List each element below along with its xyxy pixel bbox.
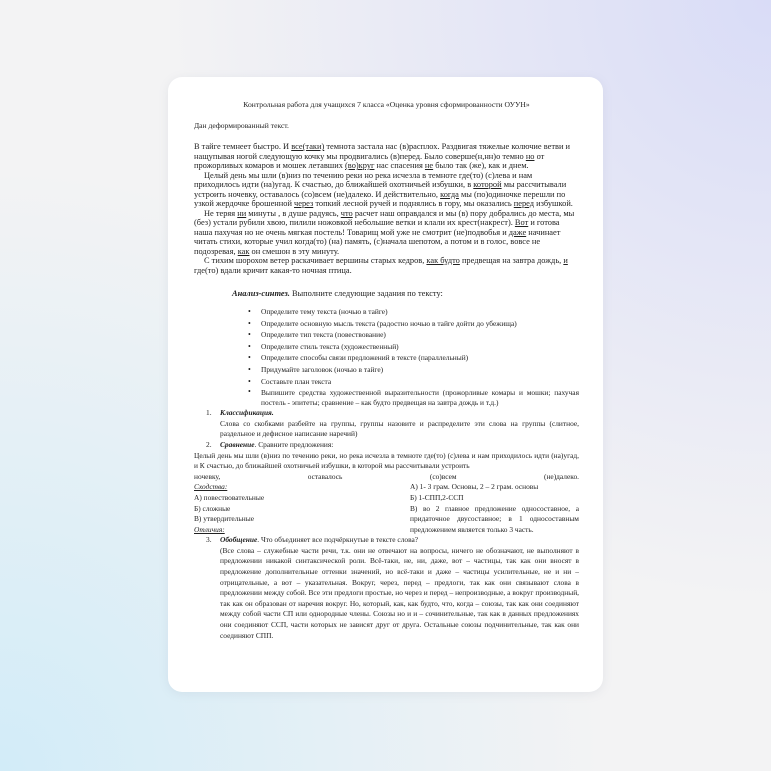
document-page <box>168 77 603 692</box>
underlined-word: не <box>424 161 434 170</box>
underlined-word: даже <box>508 227 527 237</box>
text-segment: топкий лесной ручей и поднялись в гору, мы оказались <box>313 199 514 208</box>
section-label: Классификация. <box>220 408 274 418</box>
task-item: • Составьте план текста <box>248 376 579 388</box>
task-item: • Определите основную мысль текста (радостно ночью в тайге дойти до убежища) <box>248 318 579 330</box>
section-number: 3. <box>206 535 212 545</box>
underlined-word: как будто <box>426 256 460 265</box>
section-body: Слова со скобками разбейте на группы, группы назовите и распределите эти слова на группы (слитное, раздельное и дефисное написание наречий) <box>220 418 579 439</box>
underlined-word: (во)круг <box>345 161 375 170</box>
task-item: • Определите тип текста (повествование) <box>248 329 579 341</box>
similarities-column <box>194 482 410 535</box>
text-segment: мы рассчитывали устроить ночевку, оставалось (со)всем (не)далеко. И действительно, <box>194 180 567 199</box>
task-list <box>248 306 579 408</box>
text-segment: и готова наша пахучая но не очень мягкая постель! Товарищ мой уже не смотрит (не)подвобья и <box>194 218 560 237</box>
underlined-word: как <box>237 246 250 256</box>
underlined-word: все(таки) <box>291 142 325 151</box>
comparison-sentence <box>194 451 579 483</box>
text-paragraph <box>194 142 579 171</box>
similarity-item: Б) сложные <box>194 503 231 513</box>
similarity-item: А) повествовательные <box>194 492 265 502</box>
text-segment: Не теряя <box>204 208 238 218</box>
text-segment: было так (же), как и днем. <box>433 161 529 170</box>
word: (не)далеко. <box>544 471 579 481</box>
analysis-label: Анализ-синтез. <box>232 289 290 298</box>
difference-item: В) во 2 главное предложение односоставное, а придаточное двусоставное; в 1 односоставным предложением является только 3 часть. <box>410 503 579 534</box>
word: ночевку, <box>194 471 221 481</box>
text-segment: В тайге темнеет быстро. И <box>194 142 292 151</box>
text-paragraph <box>194 256 579 275</box>
text-segment: начинает читать стихи, которые учил когда(то) (на) память, (с)начала шепотом, а потом и в голос, вовсе не подозревая, <box>194 227 561 256</box>
text-segment: нас спасения <box>374 161 425 170</box>
task-item: • Определите тему текста (ночью в тайге) <box>248 306 579 318</box>
underlined-word: через <box>294 199 314 208</box>
section-number: 1. <box>206 408 212 418</box>
underlined-word: которой <box>473 180 502 189</box>
text-segment: от прожорливых комаров и мошек летавших <box>194 151 545 170</box>
section-comparison <box>206 440 579 451</box>
section-label: Обобщение <box>220 535 258 545</box>
difference-item: Б) 1-СПП,2-ССП <box>410 492 464 502</box>
word: (со)всем <box>429 471 457 481</box>
document-subtitle: Дан деформированный текст. <box>194 121 289 130</box>
text-segment: предвещая на завтра дождь, <box>459 256 564 265</box>
text-segment: мы (по)одиночке перешли по узкой жердочке брошенной <box>194 189 566 208</box>
text-segment: минуты , в душе радуясь, <box>246 208 341 218</box>
text-segment: Целый день мы шли (в)низ по течению реки но река исчезла в темноте где(то) (с)лева и нам приходилось идти (на)угад. К счастью, до ближайшей охотничьей избушки, в <box>194 170 533 189</box>
section-classification <box>206 408 579 440</box>
document-title: Контрольная работа для учащихся 7 класса «Оценка уровня сформированности ОУУН» <box>243 100 530 109</box>
section-text: . Что объединяет все подчёркнутые в тексте слова? <box>257 535 419 545</box>
underlined-word: и <box>563 256 568 265</box>
section-number: 2. <box>206 439 212 449</box>
word: оставалось <box>307 471 343 481</box>
underlined-word: ни <box>237 208 247 218</box>
section-body: (Все слова – служебные части речи, т.к. они не отвечают на вопросы, ничего не обозначают, не выполняют в предложении никакой синтаксической роли. Всё-таки, не, ни, даже, вот – частицы, так как они вносят в предложение дополнительные оттенки значений, но всё-таки и даже – частицы усилительные, не и ни – отрицательные, а вот – указательная. Вокруг, через, перед – предлоги, так как они связывают слова в предложении между собой. Все эти предлоги простые, но через и перед – непроизводные, а вокруг производный, так как он образован от наречия вокруг. Но, который, как, как будто, что, когда – союзы, так как они соединяют между собой части СП или однородные члены. Союзы но и и – сочинительные, так как в данных предложениях они соединяют ССП, части которых не зависят друг от друга. Остальные союзы подчинительные, так как они соединяют СПП. <box>220 545 579 640</box>
similarities-label: Сходства: <box>194 482 228 492</box>
task-item: • Выпишите средства художественной выразительности (прожорливые комары и мошки; пахучая постель - эпитеты; сравнение – как будто предвещая на завтра дождь и т.д.) <box>248 387 579 408</box>
text-segment: С тихим шорохом ветер раскачивает вершины старых кедров, <box>204 256 427 265</box>
difference-item: А) 1- 3 грам. Основы, 2 – 2 грам. основы <box>410 482 539 492</box>
underlined-word: что <box>340 208 353 218</box>
analysis-text: Выполните следующие задания по тексту: <box>289 289 443 298</box>
section-text: . Сравните предложения: <box>254 439 334 449</box>
underlined-word: но <box>525 151 535 161</box>
task-item: • Определите способы связи предложений в тексте (параллельный) <box>248 352 579 364</box>
deformed-text <box>194 142 579 275</box>
underlined-word: Вот <box>514 218 529 227</box>
text-paragraph <box>194 171 579 209</box>
text-segment: где(то) вдали кричит какая-то ночная птица. <box>194 265 352 275</box>
underlined-word: перед <box>513 199 535 208</box>
text-segment: избушкой. <box>534 199 573 208</box>
section-generalization <box>206 535 579 641</box>
text-paragraph <box>194 209 579 257</box>
text-segment: темнота застала нас (в)расплох. Раздвигая тяжелые колючие ветви и нащупывая ногой следующую кочку мы продвигались (в)перед. Было совершe(н,нн)о темно <box>194 142 571 161</box>
analysis-heading <box>232 289 579 298</box>
similarity-item: В) утвердительные <box>194 514 254 524</box>
section-label: Сравнение <box>220 439 255 449</box>
differences-label: Отличия: <box>194 524 225 534</box>
task-item: • Определите стиль текста (художественный) <box>248 341 579 353</box>
comparison-table <box>194 482 579 535</box>
text-segment: расчет наш оправдался и мы (в) пору добрались до места, мы (без) устали рубили хвою, пилили ножовкой небольшие ветки и клали их крест(накрест). <box>194 208 575 227</box>
sentence-text: Целый день мы шли (в)низ по течению реки, но река исчезла в темноте где(то) (с)лева и нам приходилось идти (на)угад, и К счастью, до ближайшей охотничьей избушки, в которой мы рассчитывали устроить <box>194 450 579 471</box>
differences-column <box>410 482 579 535</box>
underlined-word: когда <box>440 189 459 199</box>
text-segment: он смешон в эту минуту. <box>249 246 340 256</box>
sentence-last-line <box>194 472 579 483</box>
task-item: • Придумайте заголовок (ночью в тайге) <box>248 364 579 376</box>
